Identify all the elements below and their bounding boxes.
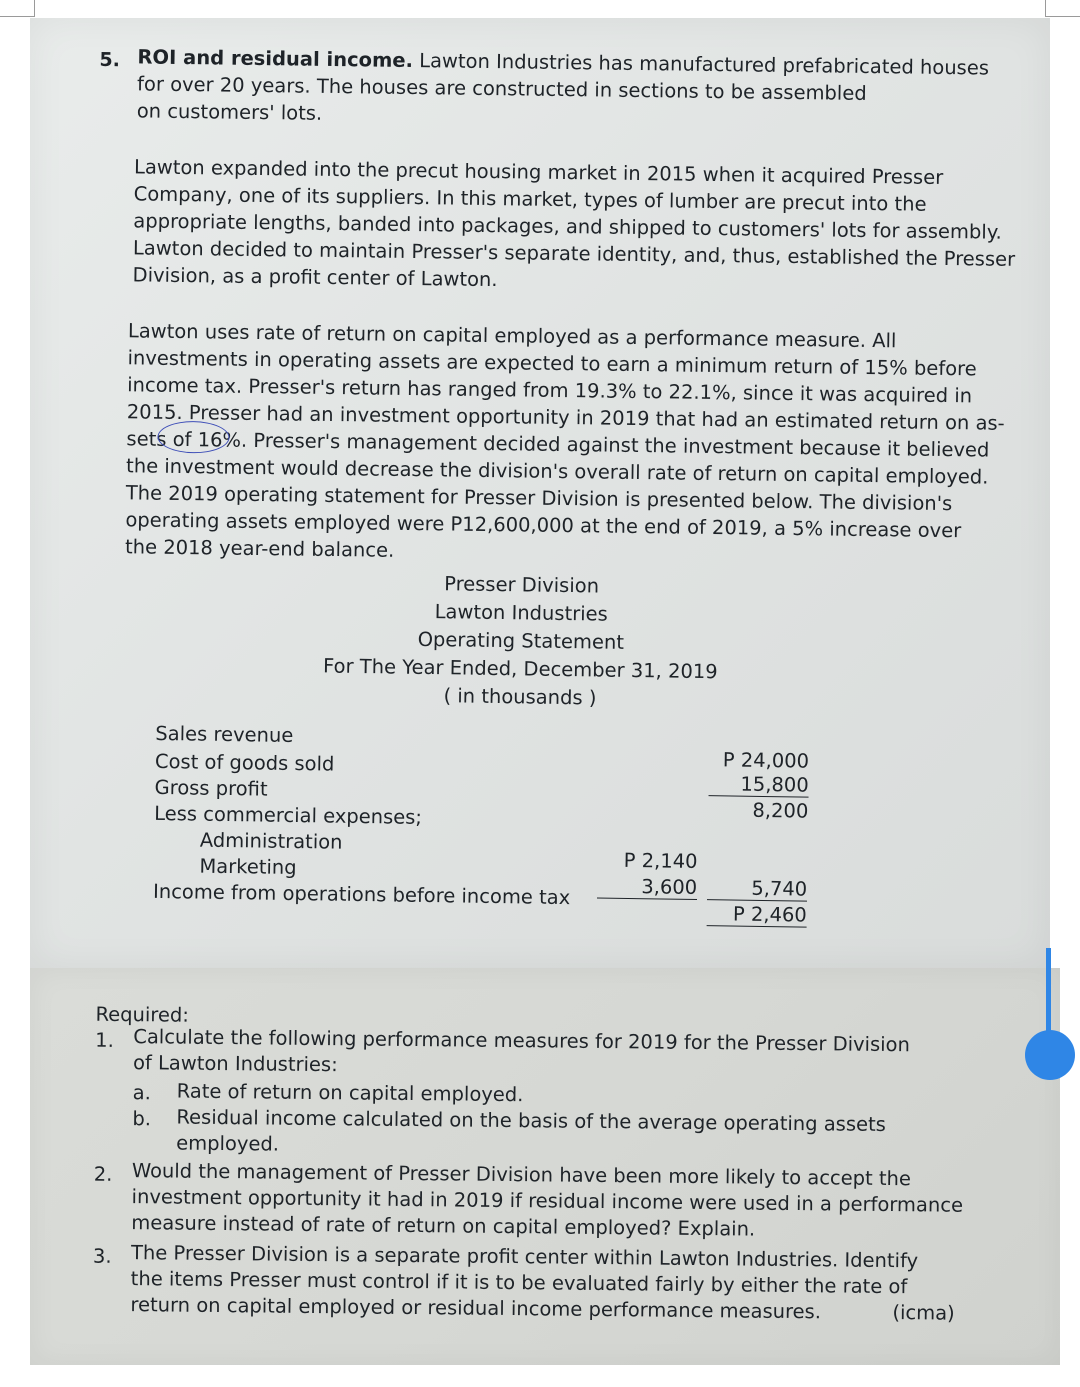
intro-line: on customers' lots. (136, 99, 323, 125)
required-section (26, 968, 1060, 1376)
para3-line: sets of 16%. Presser's management decided against the investment because it believed (126, 427, 990, 462)
document-photo-bottom (30, 968, 1060, 1365)
row-sales-revenue: Sales revenue (155, 721, 294, 747)
problem-title: ROI and residual income. (137, 45, 414, 73)
amount-gross-profit: 8,200 (752, 798, 809, 823)
item-1-line: Calculate the following performance measures for 2019 for the Presser Division (133, 1025, 911, 1057)
item-3-line: return on capital employed or residual income performance measures. (130, 1293, 822, 1324)
row-administration: Administration (199, 828, 343, 854)
crop-corner-left (0, 0, 35, 17)
para3-line: income tax. Presser's return has ranged from 19.3% to 22.1%, since it was acquired in (127, 373, 973, 408)
para3-line: operating assets employed were P12,600,000 at the end of 2019, a 5% increase over (125, 508, 962, 543)
row-less-commercial: Less commercial expenses; (154, 801, 423, 829)
para2-line: Lawton expanded into the precut housing market in 2015 when it acquired Presser (133, 155, 944, 189)
statement-header-company: Lawton Industries (434, 600, 608, 626)
para3-line: investments in operating assets are expected to earn a minimum return of 15% before (127, 346, 977, 381)
para2-line: Lawton decided to maintain Presser's separate identity, and, thus, established the Presser (132, 236, 1016, 271)
item-number: 2. (93, 1162, 113, 1186)
item-2-line: Would the management of Presser Division have been more likely to accept the (131, 1159, 912, 1191)
document-photo-top (30, 18, 1050, 968)
crop-corner-right (1045, 0, 1080, 17)
item-b-line: Residual income calculated on the basis of the average operating assets (176, 1105, 886, 1136)
amount-marketing: 3,600 (597, 875, 697, 900)
row-marketing: Marketing (199, 854, 297, 880)
item-2-line: measure instead of rate of return on capital employed? Explain. (131, 1211, 756, 1241)
item-letter: b. (132, 1107, 152, 1131)
para3-line: the 2018 year-end balance. (124, 535, 395, 562)
item-2-line: investment opportunity it had in 2019 if residual income were used in a performance (131, 1185, 964, 1217)
para3-line: the investment would decrease the division's overall rate of return on capital employed. (125, 454, 989, 489)
split-slider-handle[interactable] (1025, 1030, 1075, 1080)
item-letter: a. (132, 1081, 151, 1105)
statement-header-period: For The Year Ended, December 31, 2019 (322, 654, 718, 684)
para2-line: Company, one of its suppliers. In this market, types of lumber are precut into the (133, 182, 927, 216)
source-citation: (icma) (892, 1301, 955, 1325)
operating-statement (16, 18, 1050, 983)
item-number: 1. (95, 1028, 114, 1052)
para3-line: The 2019 operating statement for Presser Division is presented below. The division's (125, 481, 953, 516)
amount-total-expenses: 5,740 (707, 876, 807, 901)
para2-line: appropriate lengths, banded into packages, and shipped to customers' lots for assembly. (133, 209, 1002, 244)
amount-cogs: 15,800 (709, 772, 809, 797)
item-a-line: Rate of return on capital employed. (176, 1079, 524, 1107)
row-gross-profit: Gross profit (154, 775, 268, 801)
intro-line: for over 20 years. The houses are constructed in sections to be assembled (136, 72, 867, 105)
item-number: 3. (92, 1244, 112, 1268)
item-b-line: employed. (176, 1131, 280, 1156)
item-3-line: The Presser Division is a separate profit center within Lawton Industries. Identify (130, 1241, 919, 1273)
amount-administration: P 2,140 (623, 848, 698, 873)
statement-header-title: Operating Statement (417, 627, 625, 654)
item-1-line: of Lawton Industries: (132, 1051, 338, 1077)
intro-line: Lawton Industries has manufactured prefabricated houses (412, 49, 990, 80)
statement-header-division: Presser Division (444, 572, 600, 598)
required-heading: Required: (95, 1002, 189, 1027)
row-cogs: Cost of goods sold (154, 749, 335, 776)
amount-sales: P 24,000 (722, 748, 810, 773)
para3-line: 2015. Presser had an investment opportunity in 2019 that had an estimated return on as- (126, 400, 1005, 435)
para3-line: Lawton uses rate of return on capital employed as a performance measure. All (127, 319, 897, 353)
row-income-operations: Income from operations before income tax (152, 879, 571, 910)
problem-number: 5. (99, 48, 121, 72)
para2-line: Division, as a profit center of Lawton. (132, 263, 498, 292)
amount-income: P 2,460 (707, 902, 807, 927)
statement-header-units: ( in thousands ) (443, 684, 597, 710)
item-3-line: the items Presser must control if it is to be evaluated fairly by either the rate of (130, 1267, 908, 1299)
